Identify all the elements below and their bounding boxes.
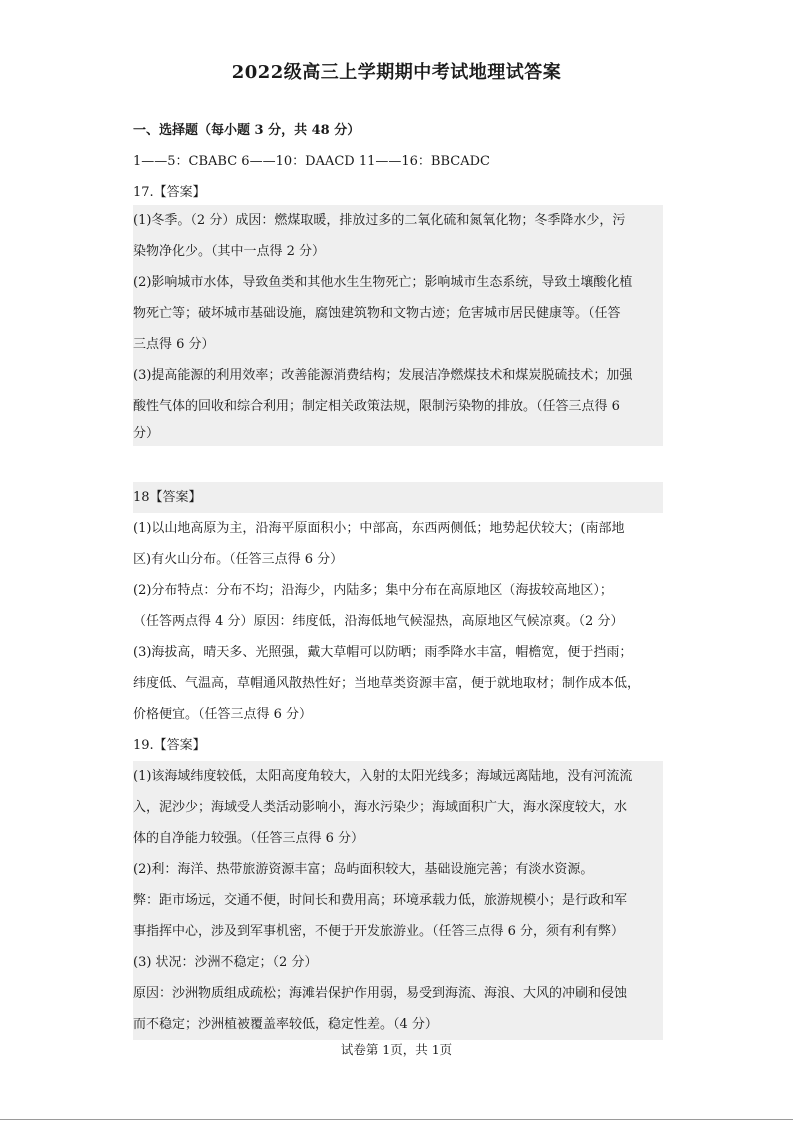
q17-line: (2)影响城市水体，导致鱼类和其他水生生物死亡；影响城市生态系统，导致土壤酸化植	[133, 275, 633, 290]
q17-block	[133, 205, 663, 446]
q18-line: （任答两点得 4 分）原因：纬度低，沿海低地气候湿热，高原地区气候凉爽。（2 分）	[133, 614, 624, 629]
q19-block	[133, 730, 663, 1040]
q19-line: (3) 状况：沙洲不稳定；（2 分）	[133, 955, 318, 970]
page-title: 2022级高三上学期期中考试地理试答案	[231, 62, 562, 83]
q17-line: 物死亡等；破坏城市基础设施，腐蚀建筑物和文物古迹；危害城市居民健康等。（任答	[133, 306, 621, 321]
q19-line: 弊：距市场远，交通不便，时间长和费用高；环境承载力低，旅游规模小；是行政和军	[133, 893, 628, 908]
q17-line: 分）	[133, 426, 160, 441]
q17-line: 酸性气体的回收和综合利用；制定相关政策法规，限制污染物的排放。（任答三点得 6	[133, 399, 620, 414]
q17-line: 染物净化少。（其中一点得 2 分）	[133, 244, 326, 259]
q19-line: 事指挥中心，涉及到军事机密，不便于开发旅游业。（任答三点得 6 分，须有利有弊）	[133, 924, 625, 939]
q18-line: (2)分布特点：分布不均；沿海少，内陆多；集中分布在高原地区（海拔较高地区）；	[133, 583, 613, 598]
q18-line: (1)以山地高原为主，沿海平原面积小；中部高，东西两侧低；地势起伏较大；(南部地	[133, 521, 625, 536]
q19-line: 原因：沙洲物质组成疏松；海滩岩保护作用弱，易受到海流、海浪、大风的冲刷和侵蚀	[133, 986, 628, 1001]
q19-label: 19.【答案】	[133, 738, 206, 753]
q18-block	[133, 482, 663, 730]
q18-line: 区)有火山分布。（任答三点得 6 分）	[133, 552, 344, 567]
q19-line: 体的自净能力较强。（任答三点得 6 分）	[133, 831, 365, 846]
choice-answers: 1——5：CBABC 6——10：DAACD 11——16：BBCADC	[133, 154, 490, 169]
q17-line: (1)冬季。（2 分）成因：燃煤取暖，排放过多的二氧化硫和氮氧化物；冬季降水少，污	[133, 213, 626, 228]
q18-label: 18【答案】	[133, 482, 663, 513]
q19-line: (1)该海域纬度较低，太阳高度角较大，入射的太阳光线多；海域远离陆地，没有河流流	[133, 769, 633, 784]
q17-line: 三点得 6 分）	[133, 337, 215, 352]
q17-line: (3)提高能源的利用效率；改善能源消费结构；发展洁净燃煤技术和煤炭脱硫技术；加强	[133, 368, 633, 383]
q18-line: 纬度低、气温高，草帽通风散热性好；当地草类资源丰富，便于就地取材；制作成本低，	[133, 676, 641, 691]
q18-line: 价格便宜。（任答三点得 6 分）	[133, 707, 313, 722]
q19-body	[133, 761, 663, 1040]
section-choice	[133, 115, 663, 208]
choice-heading: 一、选择题（每小题 3 分，共 48 分）	[133, 123, 361, 138]
q18-line: (3)海拔高，晴天多、光照强，戴大草帽可以防晒；雨季降水丰富，帽檐宽，便于挡雨；	[133, 645, 633, 660]
bottom-divider	[0, 1119, 793, 1120]
q19-line: 入，泥沙少；海域受人类活动影响小，海水污染少；海域面积广大，海水深度较大，水	[133, 800, 628, 815]
q17-label: 17.【答案】	[133, 185, 206, 200]
q19-line: (2)利：海洋、热带旅游资源丰富；岛屿面积较大，基础设施完善；有淡水资源。	[133, 862, 594, 877]
page-footer: 试卷第 1页，共 1页	[340, 1042, 453, 1057]
q19-line: 而不稳定；沙洲植被覆盖率较低，稳定性差。（4 分）	[133, 1017, 438, 1032]
